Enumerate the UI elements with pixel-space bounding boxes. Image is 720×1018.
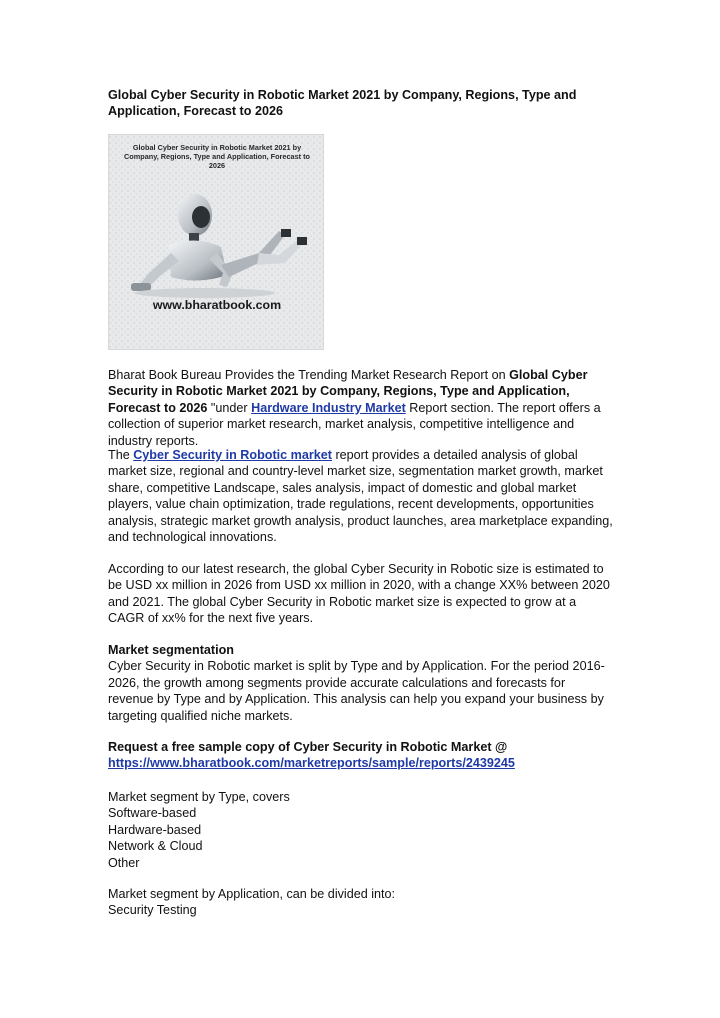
intro-lead: Bharat Book Bureau Provides the Trending Market Research Report on <box>108 368 510 382</box>
application-heading: Market segment by Application, can be divided into: <box>108 887 396 901</box>
segmentation-body: Cyber Security in Robotic market is split by Type and by Application. For the period 2016-2026, the growth among segments provide accurate calculations and forecasts for revenue by Type and by Application. This analysis can help you expand your business by targeting qualified niche markets. <box>108 659 605 723</box>
cover-url: www.bharatbook.com <box>152 298 282 312</box>
list-item: Software-based <box>108 806 197 821</box>
sample-url-link[interactable]: https://www.bharatbook.com/marketreports/sample/reports/2439245 <box>108 756 515 771</box>
overview-paragraph <box>108 447 613 545</box>
sample-heading: Request a free sample copy of Cyber Security in Robotic Market @ <box>108 740 508 754</box>
application-segment-list <box>108 886 613 919</box>
intro-paragraph <box>108 367 613 449</box>
page-title: Global Cyber Security in Robotic Market 2021 by Company, Regions, Type and Application, Forecast to 2026 <box>108 88 577 119</box>
cover-title: Global Cyber Security in Robotic Market 2021 by Company, Regions, Type and Application, Forecast to 2026 <box>124 143 310 170</box>
research-paragraph: According to our latest research, the global Cyber Security in Robotic size is estimated to be USD xx million in 2026 from USD xx million in 2020, with a change XX% between 2020 and 2021. The global Cyber Security in Robotic market size is expected to grow at a CAGR of xx% for the next five years. <box>108 562 610 626</box>
type-segment-list <box>108 789 613 871</box>
intro-tail: Report section. The report offers a collection of superior market research, market analysis, competitive intelligence and industry reports. <box>108 400 601 448</box>
overview-prefix: The <box>108 448 134 462</box>
list-item: Security Testing <box>108 903 197 918</box>
cover-image <box>108 134 324 350</box>
sample-section <box>108 739 613 772</box>
segmentation-heading: Market segmentation <box>108 643 234 657</box>
segmentation-section <box>108 642 613 724</box>
cyber-security-robotic-market-link[interactable]: Cyber Security in Robotic market <box>133 448 332 462</box>
list-item: Other <box>108 855 140 870</box>
list-item: Hardware-based <box>108 822 202 837</box>
type-heading: Market segment by Type, covers <box>108 790 290 804</box>
intro-report-name: Global Cyber Security in Robotic Market 2021 by Company, Regions, Type and Application, Forecast to 2026 <box>108 368 588 415</box>
overview-body: report provides a detailed analysis of global market size, regional and country-level market size, segmentation market growth, market share, competitive Landscape, sales analysis, impact of domestic and global market players, value chain optimization, trade regulations, recent developments, opportunities analysis, strategic market growth analysis, product launches, area marketplace expanding, and technological innovations. <box>108 448 613 545</box>
hardware-industry-market-link[interactable]: Hardware Industry Market <box>251 400 406 415</box>
list-item: Network & Cloud <box>108 839 203 854</box>
intro-under: "under <box>207 400 252 415</box>
